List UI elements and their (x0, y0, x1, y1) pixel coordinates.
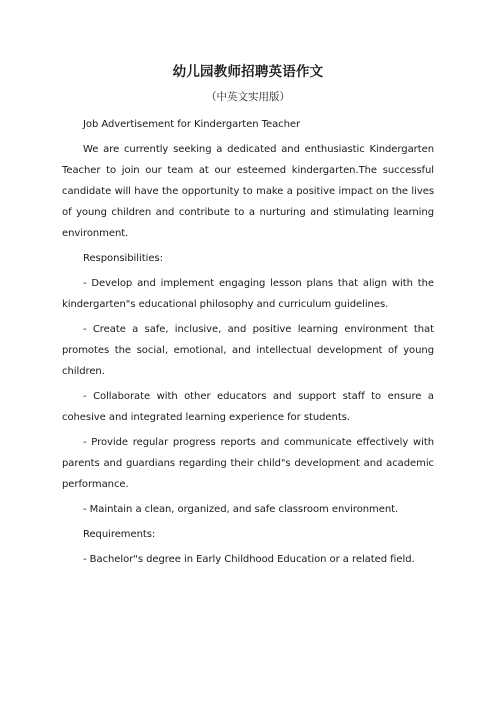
requirement-item: - Bachelor"s degree in Early Childhood Education or a related field. (83, 554, 415, 565)
page-subtitle: （中英文实用版） (206, 91, 290, 103)
responsibility-item: - Collaborate with other educators and support staff to ensure a cohesive and integrated learning experience for students. (62, 391, 434, 423)
job-heading: Job Advertisement for Kindergarten Teacher (83, 119, 301, 130)
responsibility-item: - Maintain a clean, organized, and safe classroom environment. (83, 504, 399, 515)
requirements-label: Requirements: (83, 529, 156, 540)
responsibility-item: - Develop and implement engaging lesson plans that align with the kindergarten"s educational philosophy and curriculum guidelines. (62, 278, 434, 310)
responsibilities-label: Responsibilities: (83, 253, 163, 264)
responsibility-item: - Provide regular progress reports and communicate effectively with parents and guardians regarding their child"s development and academic performance. (62, 437, 434, 490)
page-title: 幼儿园教师招聘英语作文 (172, 64, 324, 80)
responsibility-item: - Create a safe, inclusive, and positive learning environment that promotes the social, emotional, and intellectual development of young children. (62, 324, 434, 377)
intro-paragraph: We are currently seeking a dedicated and enthusiastic Kindergarten Teacher to join our team at our esteemed kindergarten.The successful candidate will have the opportunity to make a positive impact on the lives of young children and contribute to a nurturing and stimulating learning environment. (62, 144, 434, 239)
